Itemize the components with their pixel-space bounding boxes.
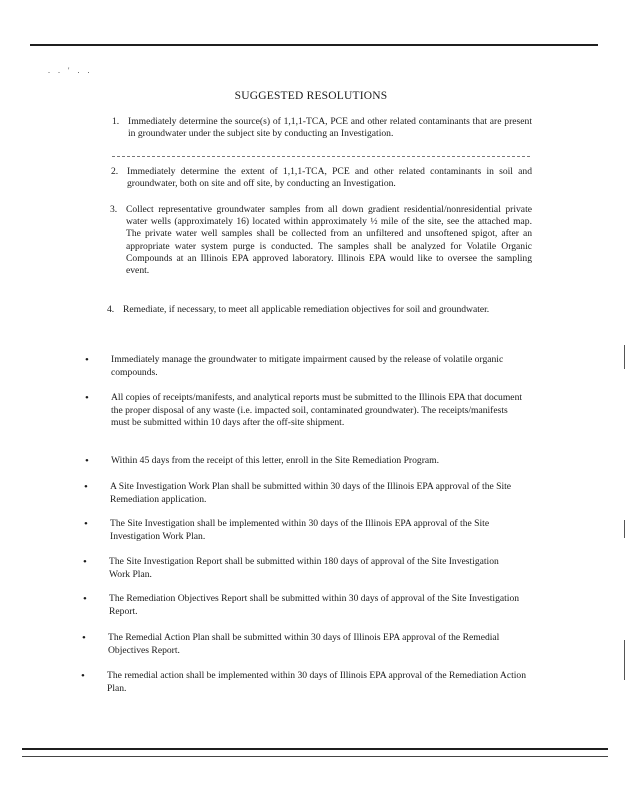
item-number: 2. xyxy=(111,166,119,177)
bullet-item-2 xyxy=(85,392,527,430)
item-number: 4. xyxy=(107,304,115,315)
bullet-mark: • xyxy=(85,392,89,404)
bullet-text: The Site Investigation Report shall be submitted within 180 days of approval of the Site Investigation Work Plan. xyxy=(109,556,499,580)
bullet-item-7 xyxy=(83,593,529,618)
bullet-text: A Site Investigation Work Plan shall be submitted within 30 days of the Illinois EPA approval of the Site Remediation application. xyxy=(110,481,512,505)
scan-mark xyxy=(624,345,625,369)
bullet-text: The Site Investigation shall be implemented within 30 days of the Illinois EPA approval of the Site Investigation Work Plan. xyxy=(110,518,490,542)
dashed-divider xyxy=(112,156,530,157)
numbered-item-1 xyxy=(112,116,532,140)
item-text: Immediately determine the extent of 1,1,1-TCA, PCE and other related contaminants in soil and groundwater, both on site and off site, by conducting an Investigation. xyxy=(127,166,532,190)
header-specks: . . ' . . xyxy=(48,66,93,75)
bullet-mark: • xyxy=(84,518,88,530)
bullet-mark: • xyxy=(83,593,87,605)
bullet-text: The Remediation Objectives Report shall be submitted within 30 days of approval of the Site Investigation Report. xyxy=(109,593,520,617)
bullet-item-6 xyxy=(83,556,519,581)
bullet-mark: • xyxy=(85,455,89,467)
bullet-mark: • xyxy=(83,556,87,568)
numbered-item-4 xyxy=(107,304,531,316)
numbered-item-2 xyxy=(111,166,532,190)
bullet-text: The Remedial Action Plan shall be submitted within 30 days of Illinois EPA approval of the Remedial Objectives Report. xyxy=(108,632,500,656)
bullet-mark: • xyxy=(82,632,86,644)
item-text: Collect representative groundwater samples from all down gradient residential/nonresidential private water wells (approximately 16) located within approximately ½ mile of the site, see the attached map. The private water well samples shall be collected from an unfiltered and unsoftened spigot, after an appropriate water system purge is conducted. The samples shall be analyzed for Volatile Organic Compounds at an Illinois EPA approved laboratory. Illinois EPA would like to oversee the sampling event. xyxy=(126,204,532,277)
item-text: Immediately determine the source(s) of 1,1,1-TCA, PCE and other related contaminants that are present in groundwater under the subject site by conducting an Investigation. xyxy=(128,116,532,140)
item-text: Remediate, if necessary, to meet all applicable remediation objectives for soil and groundwater. xyxy=(123,304,490,315)
bullet-item-9 xyxy=(81,670,527,695)
scan-mark xyxy=(624,520,625,538)
item-number: 1. xyxy=(112,116,120,127)
bullet-text: The remedial action shall be implemented within 30 days of Illinois EPA approval of the Remediation Action Plan. xyxy=(107,670,527,694)
bullet-mark: • xyxy=(81,670,85,682)
bullet-item-3 xyxy=(85,455,531,468)
bullet-text: All copies of receipts/manifests, and analytical reports must be submitted to the Illinois EPA that document the proper disposal of any waste (i.e. impacted soil, contaminated groundwater). The receipts/manifests must be submitted within 10 days after the off-site shipment. xyxy=(111,392,523,429)
bullet-text: Within 45 days from the receipt of this letter, enroll in the Site Remediation Program. xyxy=(111,455,440,466)
bullet-item-5 xyxy=(84,518,510,543)
bullet-text: Immediately manage the groundwater to mitigate impairment caused by the release of volatile organic compounds. xyxy=(111,354,504,378)
bottom-rule xyxy=(22,748,608,750)
item-number: 3. xyxy=(110,204,118,215)
page-title: SUGGESTED RESOLUTIONS xyxy=(234,90,388,102)
bullet-mark: • xyxy=(84,481,88,493)
scan-mark xyxy=(624,640,625,680)
bottom-rule-thin xyxy=(22,756,608,757)
bullet-item-4 xyxy=(84,481,520,506)
numbered-item-3 xyxy=(110,204,532,277)
bullet-item-8 xyxy=(82,632,528,657)
top-rule xyxy=(30,44,598,46)
bullet-mark: • xyxy=(85,354,89,366)
bullet-item-1 xyxy=(85,354,531,379)
